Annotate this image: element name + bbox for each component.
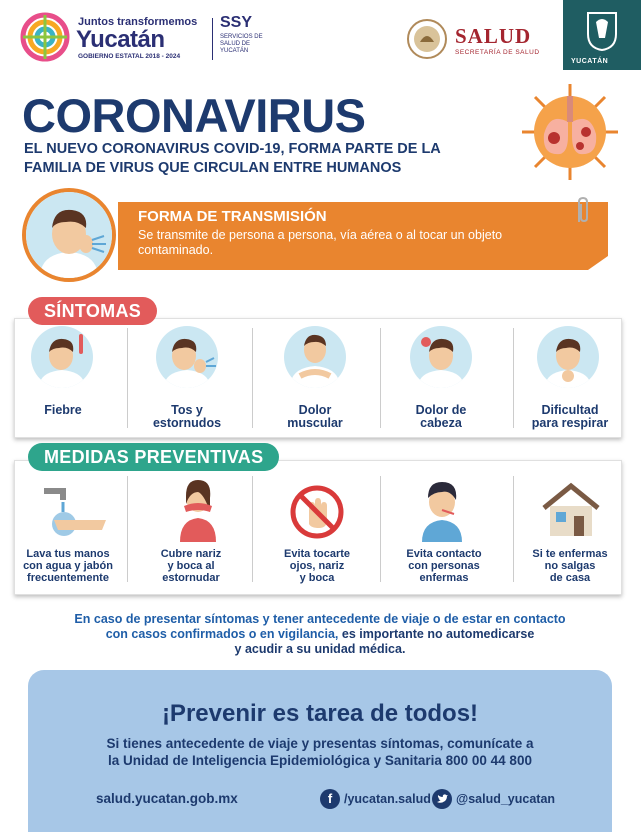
infected-lungs-icon <box>520 82 620 182</box>
ssy-acronym: SSY <box>220 14 253 31</box>
cough-icon <box>156 326 218 388</box>
symptoms-heading: SÍNTOMAS <box>28 297 157 325</box>
prevention-label: Evita tocarte ojos, nariz y boca <box>283 548 351 584</box>
house-icon <box>540 482 602 538</box>
no-touch-face-icon <box>289 484 345 540</box>
symptom-label: Tos y estornudos <box>152 403 222 430</box>
divider <box>513 328 514 428</box>
prevention-label: Evita contacto con personas enfermas <box>406 548 482 584</box>
fever-icon <box>31 326 93 388</box>
sick-person-icon <box>418 478 466 542</box>
divider <box>380 476 381 582</box>
salud-subtitle: SECRETARÍA DE SALUD <box>455 49 540 56</box>
divider <box>127 476 128 582</box>
transmission-heading: FORMA DE TRANSMISIÓN <box>138 208 327 225</box>
page-title: CORONAVIRUS <box>22 89 366 142</box>
facebook-icon[interactable]: f <box>320 789 340 809</box>
yucatan-government-logo <box>20 12 220 62</box>
divider <box>212 18 213 60</box>
divider <box>252 476 253 582</box>
divider <box>127 328 128 428</box>
prevention-label: Lava tus manos con agua y jabón frecuentemente <box>23 548 113 584</box>
symptom-label: Dolor muscular <box>287 403 343 430</box>
paperclip-icon <box>575 196 591 226</box>
badge-label: YUCATÁN <box>571 58 609 65</box>
transmission-text: Se transmite de persona a persona, vía aérea o al tocar un objeto contaminado. <box>138 228 503 257</box>
symptom-label: Dolor de cabeza <box>415 403 467 430</box>
contact-text: Si tienes antecedente de viaje y presentas síntomas, comunícate a la Unidad de Inteligencia Epidemiológica y Sanitaria 800 00 44 800 <box>106 736 534 768</box>
gov-name: Yucatán <box>76 26 165 53</box>
cover-sneeze-icon <box>176 476 220 542</box>
divider <box>252 328 253 428</box>
prevention-label: Si te enfermas no salgas de casa <box>532 548 608 584</box>
divider <box>380 328 381 428</box>
coughing-person-icon <box>22 188 116 282</box>
muscle-pain-icon <box>284 326 346 388</box>
coat-of-arms-icon <box>585 10 619 52</box>
handwash-icon <box>40 486 110 540</box>
symptom-label: Dificultad para respirar <box>531 403 609 430</box>
divider <box>513 476 514 582</box>
twitter-icon[interactable] <box>432 789 452 809</box>
flower-logo-icon <box>20 12 70 62</box>
slogan: ¡Prevenir es tarea de todos! <box>161 700 479 727</box>
advice-note: En caso de presentar síntomas y tener antecedente de viaje o de estar en contacto con casos confirmados o en vigilancia, es importante no automedicarse y acudir a su unidad médica. <box>74 612 566 656</box>
breathing-icon <box>537 326 599 388</box>
gov-tagline: Juntos transformemos <box>78 16 198 28</box>
ssy-full-name: SERVICIOS DE SALUD DE YUCATÁN <box>220 34 263 54</box>
mexico-seal-icon <box>406 18 448 60</box>
prevention-heading: MEDIDAS PREVENTIVAS <box>28 443 279 471</box>
symptom-label: Fiebre <box>44 403 82 417</box>
headache-icon <box>410 326 472 388</box>
subtitle-line-2: FAMILIA DE VIRUS QUE CIRCULAN ENTRE HUMANOS <box>24 160 402 176</box>
gov-period: GOBIERNO ESTATAL 2018 - 2024 <box>78 53 181 60</box>
website-link[interactable]: salud.yucatan.gob.mx <box>96 791 238 806</box>
subtitle-line-1: EL NUEVO CORONAVIRUS COVID-19, FORMA PARTE DE LA <box>24 141 441 157</box>
twitter-handle[interactable]: @salud_yucatan <box>456 792 556 806</box>
phone-number: 800 00 44 800 <box>445 753 532 768</box>
salud-title: SALUD <box>455 24 532 48</box>
prevention-label: Cubre nariz y boca al estornudar <box>160 548 222 584</box>
facebook-handle[interactable]: /yucatan.salud <box>344 792 431 806</box>
